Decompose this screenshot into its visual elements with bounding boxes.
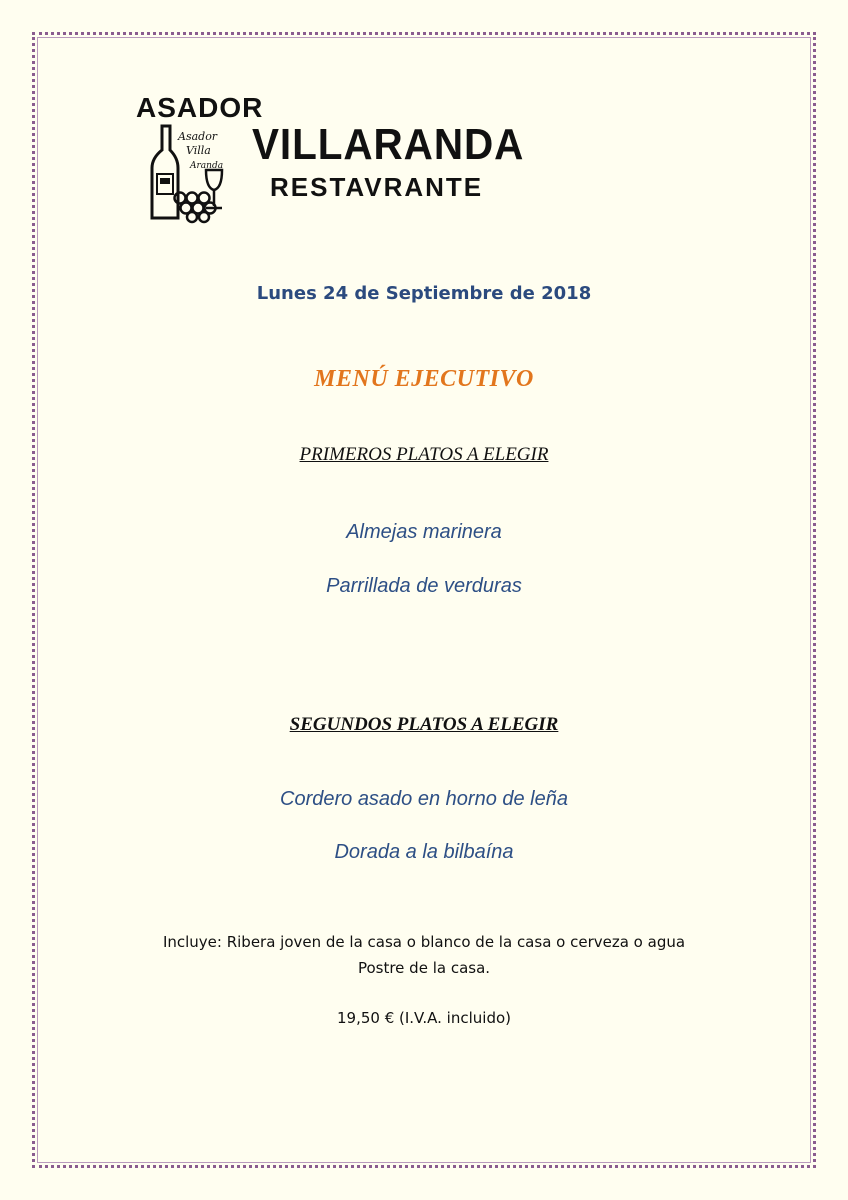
wine-bottle-grapes-icon [140,122,240,224]
menu-title: MENÚ EJECUTIVO [314,366,534,392]
logo-script-line-2: Villa [186,144,211,157]
logo-asador-text: ASADOR [136,92,264,123]
second-courses-heading: SEGUNDOS PLATOS A ELEGIR [289,714,559,735]
dish-item: Almejas marinera [346,521,502,543]
first-courses-heading: PRIMEROS PLATOS A ELEGIR [299,444,549,465]
menu-date: Lunes 24 de Septiembre de 2018 [256,283,592,304]
logo-script-line-1: Asador [178,130,218,143]
restaurant-logo [134,92,525,227]
dish-item: Cordero asado en horno de leña [280,788,568,810]
logo-script-line-3: Aranda [190,161,224,171]
menu-price: 19,50 € (I.V.A. incluido) [336,1009,511,1027]
dish-item: Dorada a la bilbaína [334,841,514,863]
dessert-text: Postre de la casa. [357,959,491,977]
dish-item: Parrillada de verduras [326,575,522,597]
logo-subtitle-text: RESTAVRANTE [270,172,484,202]
logo-name-text: VILLARANDA [252,120,525,169]
includes-text: Incluye: Ribera joven de la casa o blanco de la casa o cerveza o agua [162,933,686,951]
